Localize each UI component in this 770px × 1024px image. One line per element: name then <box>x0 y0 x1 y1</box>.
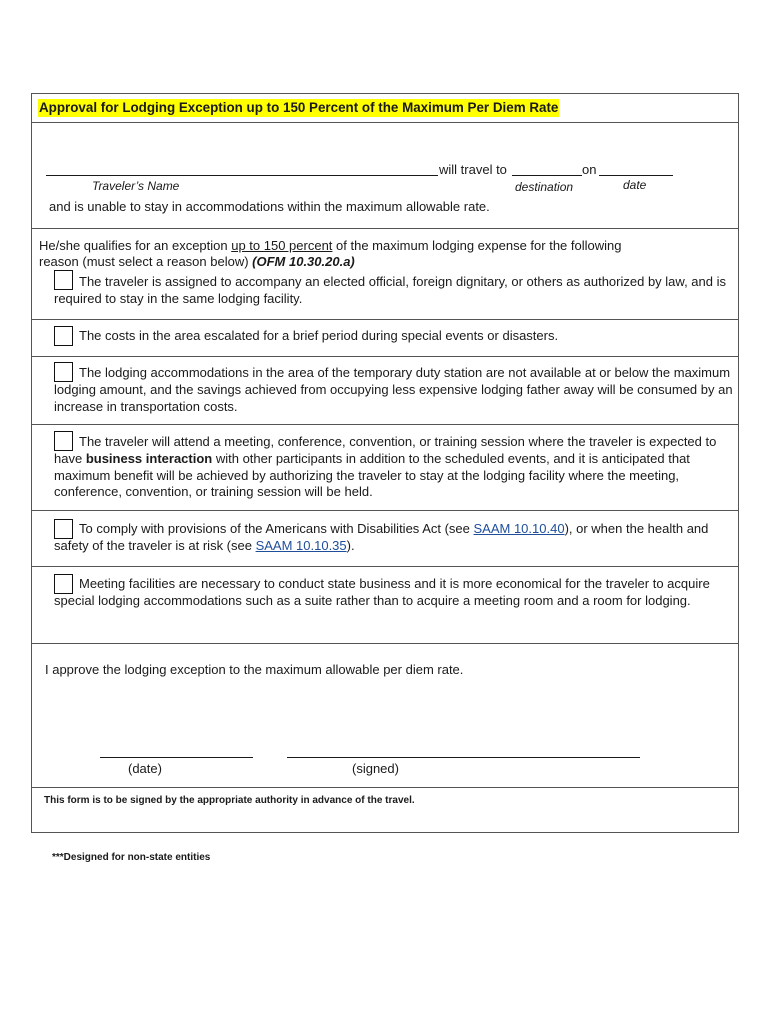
approval-signed-label: (signed) <box>352 761 399 776</box>
unable-to-stay-text: and is unable to stay in accommodations within the maximum allowable rate. <box>49 199 490 214</box>
destination-label: destination <box>515 180 574 194</box>
reason-5-text: To comply with provisions of the Americans with Disabilities Act (see SAAM 10.10.40), or when the health and safety of the traveler is at risk (see SAAM 10.10.35). <box>54 521 709 553</box>
form-title: Approval for Lodging Exception up to 150 Percent of the Maximum Per Diem Rate <box>39 100 559 115</box>
reason-6-text: Meeting facilities are necessary to conduct state business and it is more economical for the traveler to acquire special lodging accommodations such as a suite rather than to acquire a meeting room and a room for lodging. <box>54 576 710 608</box>
divider <box>32 643 738 644</box>
qualifies-suffix: of the maximum lodging expense for the following <box>332 238 622 253</box>
saam-10-10-40-link[interactable]: SAAM 10.10.40 <box>473 521 565 536</box>
divider <box>32 566 738 567</box>
divider <box>32 122 738 123</box>
divider <box>32 424 738 425</box>
lodging-exception-form <box>31 93 739 833</box>
divider <box>32 787 738 788</box>
destination-field[interactable] <box>512 175 582 176</box>
divider <box>32 319 738 320</box>
approval-date-label: (date) <box>128 761 162 776</box>
reason-3-text: The lodging accommodations in the area of the temporary duty station are not available at or below the maximum lodging amount, and the savings achieved from occupying less expensive lodging father away will be consumed by an increase in transportation costs. <box>54 365 733 414</box>
divider <box>32 510 738 511</box>
date-label: date <box>623 178 647 192</box>
saam-10-10-35-link[interactable]: SAAM 10.10.35 <box>255 537 347 553</box>
traveler-name-field[interactable] <box>46 175 438 176</box>
divider <box>32 228 738 229</box>
divider <box>32 356 738 357</box>
approval-statement: I approve the lodging exception to the maximum allowable per diem rate. <box>45 662 464 677</box>
qualifies-text <box>39 238 621 254</box>
travel-date-field[interactable] <box>599 175 673 176</box>
designed-note: ***Designed for non-state entities <box>52 852 211 863</box>
advance-signature-note: This form is to be signed by the appropriate authority in advance of the travel. <box>44 795 415 806</box>
approval-date-field[interactable] <box>100 757 253 758</box>
reason-2-text: The costs in the area escalated for a brief period during special events or disasters. <box>79 328 559 343</box>
reason-instruction <box>39 254 355 270</box>
reason-1-text: The traveler is assigned to accompany an elected official, foreign dignitary, or others as authorized by law, and is required to stay in the same lodging facility. <box>54 274 726 306</box>
reason-4-text: The traveler will attend a meeting, conference, convention, or training session where the traveler is expected to have business interaction with other participants in addition to the scheduled events, and it is anticipated that maximum benefit will be achieved by authorizing the traveler to stay at the lodging facility where the meeting, conference, convention, or training session will be held. <box>54 434 717 500</box>
qualifies-prefix: He/she qualifies for an exception <box>39 238 232 253</box>
will-travel-to-text: will travel to <box>439 162 507 177</box>
approval-signature-field[interactable] <box>287 757 640 758</box>
business-interaction-emphasis: business interaction <box>85 450 213 466</box>
ofm-reference: (OFM 10.30.20.a) <box>252 254 355 269</box>
on-text: on <box>582 162 597 177</box>
qualifies-percent: up to 150 percent <box>231 238 333 253</box>
traveler-name-label: Traveler’s Name <box>92 179 180 193</box>
reason-instruction-text: reason (must select a reason below) <box>39 254 253 269</box>
